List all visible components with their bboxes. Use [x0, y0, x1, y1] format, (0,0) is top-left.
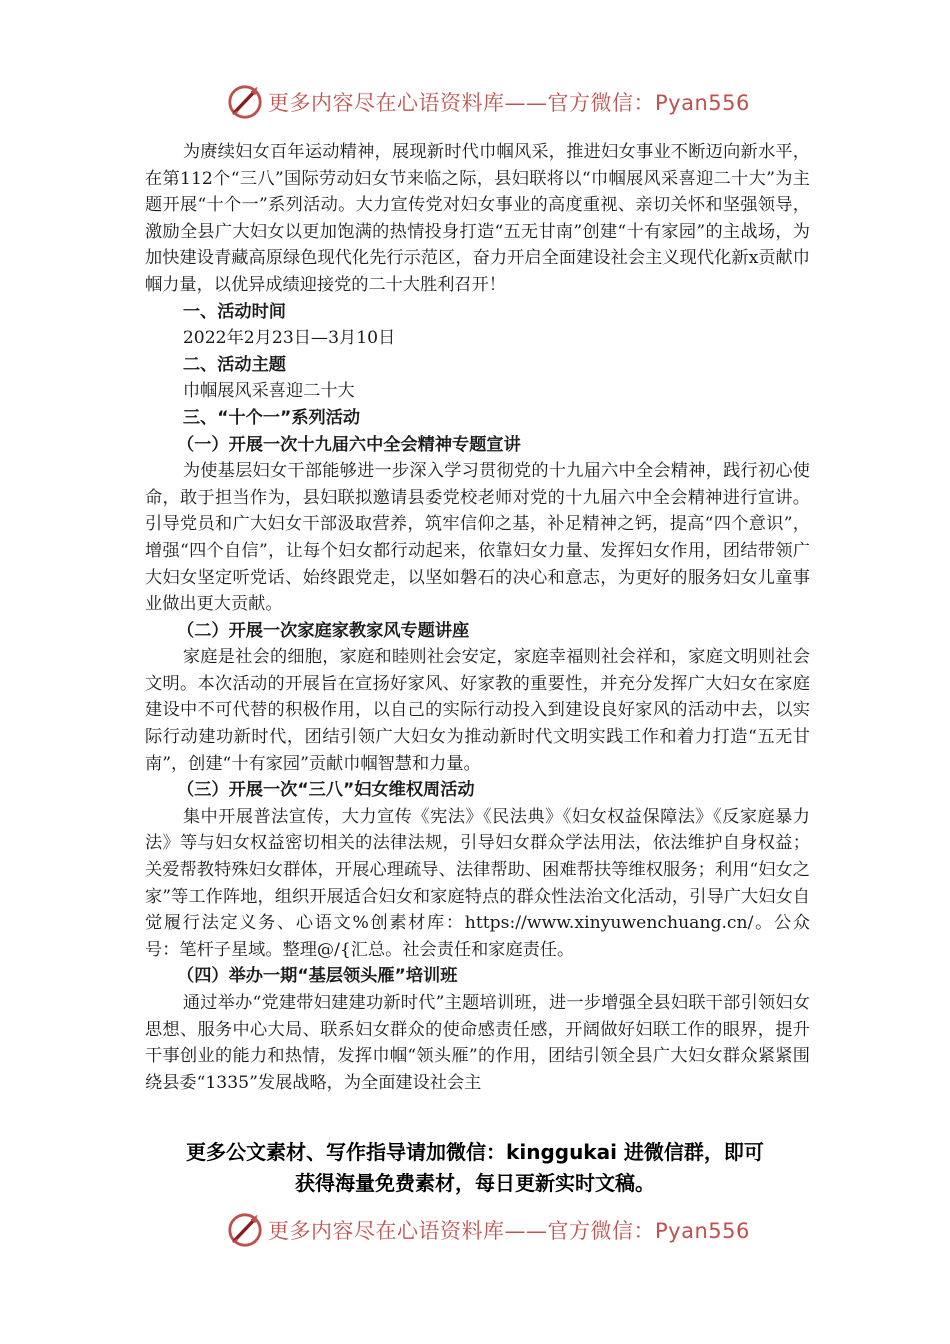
activity-theme: 巾帼展风采喜迎二十大 [182, 381, 355, 402]
promo-line-2: 获得海量免费素材，每日更新实时文稿。 [295, 1171, 655, 1195]
pen-logo-icon [226, 83, 264, 121]
header-banner [0, 82, 950, 122]
pen-logo-icon [226, 1211, 264, 1249]
activity-paragraph-3: 集中开展普法宣传，大力宣传《宪法》《民法典》《妇女权益保障法》《反家庭暴力法》等与妇女权益密切相关的法律法规，引导妇女群众学法用法，依法维护自身权益；关爱帮教特殊妇女群体，开展心理疏导、法律帮助、困难帮扶等维权服务；利用“妇女之家”等工作阵地，组织开展适合妇女和家庭特点的群众性法治文化活动，引导广大妇女自觉履行法定义务、心语文%创素材库：https://www.xinyuwenchuang.cn/。公众号：笔杆子星域。整理@/{汇总。社会责任和家庭责任。 [145, 806, 810, 960]
document-body [145, 139, 810, 1096]
banner-text: 更多内容尽在心语资料库——官方微信：Pyan556 [268, 1219, 750, 1243]
section-heading-activities: 三、“十个一”系列活动 [182, 407, 361, 428]
section-heading-theme: 二、活动主题 [182, 354, 286, 375]
activity-paragraph-1: 为使基层妇女干部能够进一步深入学习贯彻党的十九届六中全会精神，践行初心使命，敢于担当作为，县妇联拟邀请县委党校老师对党的十九届六中全会精神进行宣讲。引导党员和广大妇女干部汲取营养，筑牢信仰之基，补足精神之钙，提高“四个意识”，增强“四个自信”，让每个妇女都行动起来，依靠妇女力量、发挥妇女作用，团结带领广大妇女坚定听党话、始终跟党走，以坚如磐石的决心和意志，为更好的服务妇女儿童事业做出更大贡献。 [145, 461, 810, 615]
activity-heading-4: （四）举办一期“基层领头雁”培训班 [177, 966, 458, 987]
promo-line-1: 更多公文素材、写作指导请加微信：kinggukai 进微信群，即可 [186, 1140, 764, 1164]
activity-time: 2022年2月23日—3月10日 [182, 328, 396, 349]
activity-paragraph-4: 通过举办“党建带妇建建功新时代”主题培训班，进一步增强全县妇联干部引领妇女思想、服务中心大局、联系妇女群众的使命感责任感，开阔做好妇联工作的眼界，提升干事创业的能力和热情，发挥巾帼“领头雁”的作用，团结引领全县广大妇女群众紧紧围绕县委“1335”发展战略，为全面建设社会主 [145, 993, 810, 1093]
footer-banner [0, 1210, 950, 1250]
promo-notice [0, 1137, 950, 1199]
activity-heading-3: （三）开展一次“三八”妇女维权周活动 [177, 780, 475, 801]
activity-heading-1: （一）开展一次十九届六中全会精神专题宣讲 [177, 434, 521, 455]
intro-paragraph: 为赓续妇女百年运动精神，展现新时代巾帼风采，推进妇女事业不断迈向新水平，在第112个“三八”国际劳动妇女节来临之际，县妇联将以“巾帼展风采喜迎二十大”为主题开展“十个一”系列活动。大力宣传党对妇女事业的高度重视、亲切关怀和坚强领导，激励全县广大妇女以更加饱满的热情投身打造“五无甘南”创建“十有家园”的主战场，为加快建设青藏高原绿色现代化先行示范区，奋力开启全面建设社会主义现代化新x贡献巾帼力量，以优异成绩迎接党的二十大胜利召开！ [145, 142, 810, 295]
section-heading-time: 一、活动时间 [182, 301, 286, 322]
banner-text: 更多内容尽在心语资料库——官方微信：Pyan556 [268, 91, 750, 115]
activity-paragraph-2: 家庭是社会的细胞，家庭和睦则社会安定，家庭幸福则社会祥和，家庭文明则社会文明。本次活动的开展旨在宣扬好家风、好家教的重要性，并充分发挥广大妇女在家庭建设中不可代替的积极作用，以自己的实际行动投入到建设良好家风的活动中去，以实际行动建功新时代，团结引领广大妇女为推动新时代文明实践工作和着力打造“五无甘南”，创建“十有家园”贡献巾帼智慧和力量。 [145, 647, 810, 774]
activity-heading-2: （二）开展一次家庭家教家风专题讲座 [177, 620, 470, 641]
